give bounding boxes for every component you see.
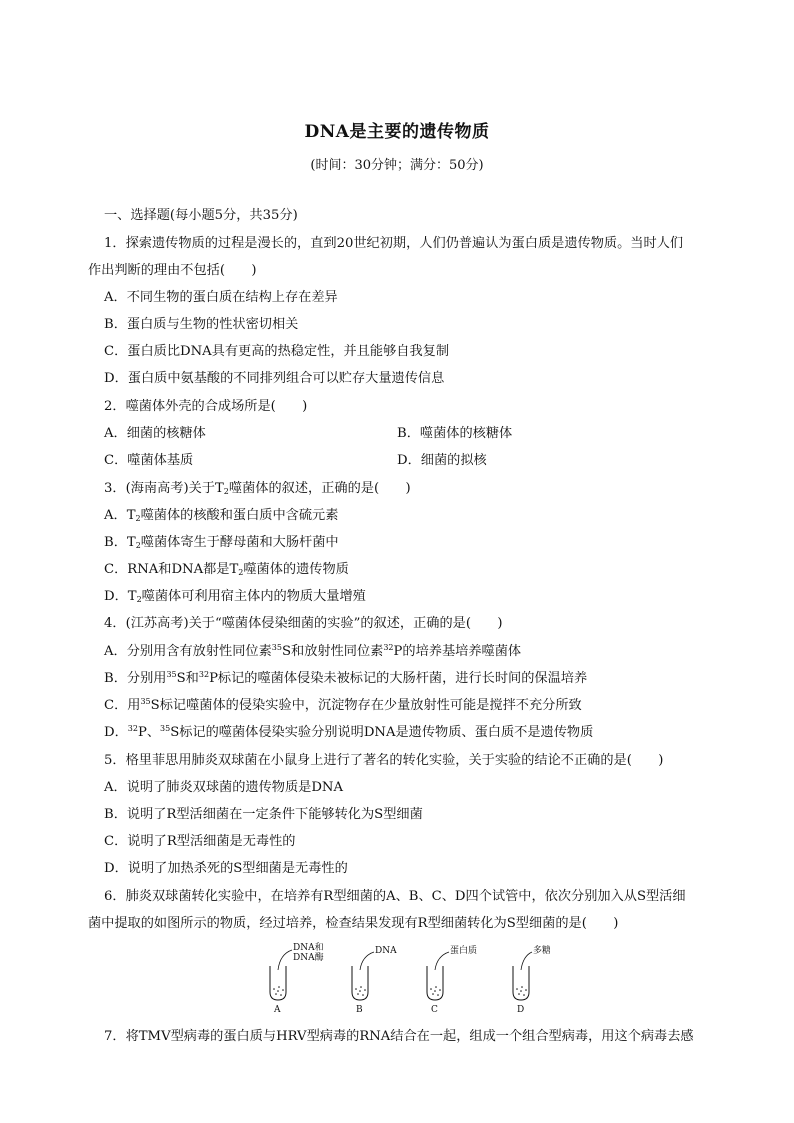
q2-option-b: B．噬菌体的核糖体	[397, 426, 513, 441]
test-tube-d	[513, 944, 550, 1015]
q3-stem: 3．(海南高考)关于$T_2$噬菌体的叙述，正确的是( )	[104, 481, 411, 496]
tube-a-label-2: DNA酶	[293, 953, 324, 963]
test-tube-b	[352, 946, 397, 1015]
q5-option-b: B．说明了R型活细菌在一定条件下能够转化为S型细菌	[104, 807, 423, 822]
q5-option-a: A．说明了肺炎双球菌的遗传物质是DNA	[104, 780, 343, 795]
tube-a-letter: A	[274, 1005, 281, 1015]
q6-stem-line1: 6．肺炎双球菌转化实验中，在培养有R型细菌的A、B、C、D四个试管中，依次分别加入从S型活细	[104, 889, 686, 904]
test-tube-figure	[250, 940, 550, 1016]
tube-d-letter: D	[517, 1005, 525, 1015]
q1-stem-line2: 作出判断的理由不包括( )	[88, 263, 257, 278]
q2-stem: 2．噬菌体外壳的合成场所是( )	[104, 399, 308, 414]
q1-option-b: B．蛋白质与生物的性状密切相关	[104, 317, 299, 332]
q4-option-b: B．分别用$^{35}$S和$^{32}$P标记的噬菌体侵染未被标记的大肠杆菌，进行长时间的保温培养	[104, 670, 588, 686]
section-heading: 一、选择题(每小题5分，共35分)	[104, 208, 298, 223]
q3-option-b: B．$T_2$噬菌体寄生于酵母菌和大肠杆菌中	[104, 535, 339, 550]
tube-b-label: DNA	[375, 946, 397, 956]
q4-stem: 4．(江苏高考)关于“噬菌体侵染细菌的实验”的叙述，正确的是( )	[104, 616, 503, 631]
tube-d-label: 多糖	[533, 946, 550, 956]
q3-option-d: D．$T_2$噬菌体可利用宿主体内的物质大量增殖	[104, 589, 366, 604]
q1-option-c: C．蛋白质比DNA具有更高的热稳定性，并且能够自我复制	[104, 344, 450, 359]
page-subtitle: (时间：30分钟；满分：50分)	[310, 158, 484, 173]
page-title: DNA是主要的遗传物质	[304, 122, 490, 142]
q3-option-c: C．RNA和DNA都是$T_2$噬菌体的遗传物质	[104, 562, 349, 577]
q6-stem-line2: 菌中提取的如图所示的物质，经过培养，检查结果发现有R型细菌转化为S型细菌的是( )	[88, 916, 619, 931]
q5-stem: 5．格里菲思用肺炎双球菌在小鼠身上进行了著名的转化实验，关于实验的结论不正确的是( )	[104, 753, 664, 768]
q4-option-c: C．用$^{35}$S标记噬菌体的侵染实验中，沉淀物存在少量放射性可能是搅拌不充分所致	[104, 697, 582, 713]
q5-option-d: D．说明了加热杀死的S型细菌是无毒性的	[104, 861, 348, 876]
q3-option-a: A．$T_2$噬菌体的核酸和蛋白质中含硫元素	[104, 508, 339, 523]
tube-a-label-1: DNA和	[293, 943, 324, 953]
q2-option-d: D．细菌的拟核	[397, 453, 487, 468]
q2-option-c: C．噬菌体基质	[104, 453, 194, 468]
tube-c-label: 蛋白质	[450, 946, 478, 956]
test-tube-c	[427, 944, 477, 1015]
q4-option-a: A．分别用含有放射性同位素$^{35}$S和放射性同位素$^{32}$P的培养基培养噬菌体	[104, 643, 522, 659]
tube-b-letter: B	[356, 1005, 363, 1015]
q2-option-a: A．细菌的核糖体	[104, 426, 206, 441]
q5-option-c: C．说明了R型活细菌是无毒性的	[104, 834, 296, 849]
tube-c-letter: C	[431, 1005, 438, 1015]
test-tube-a	[270, 942, 324, 1015]
q1-option-a: A．不同生物的蛋白质在结构上存在差异	[104, 290, 338, 305]
q1-option-d: D．蛋白质中氨基酸的不同排列组合可以贮存大量遗传信息	[104, 371, 445, 386]
q4-option-d: D．$^{32}$P、$^{35}$S标记的噬菌体侵染实验分别说明DNA是遗传物质、蛋白质不是遗传物质	[104, 724, 594, 740]
q7-stem-line1: 7．将TMV型病毒的蛋白质与HRV型病毒的RNA结合在一起，组成一个组合型病毒，用这个病毒去感	[104, 1029, 694, 1044]
q1-stem-line1: 1．探索遗传物质的过程是漫长的，直到20世纪初期，人们仍普遍认为蛋白质是遗传物质。当时人们	[104, 236, 684, 251]
